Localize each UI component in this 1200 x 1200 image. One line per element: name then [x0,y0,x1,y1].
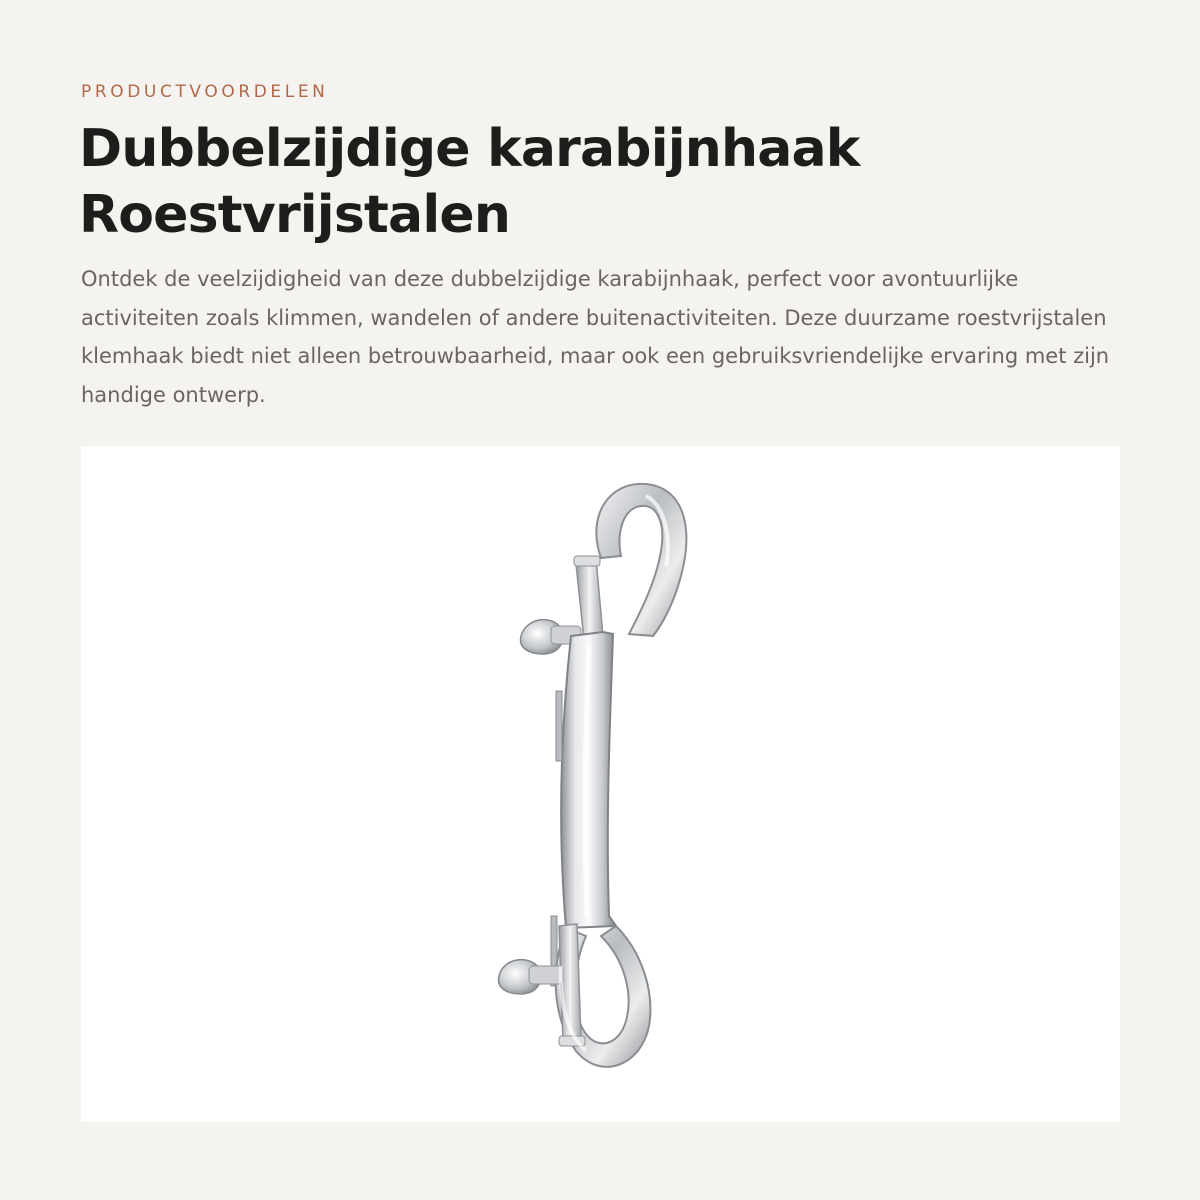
section-eyebrow: PRODUCTVOORDELEN [81,82,329,102]
product-description: Ontdek de veelzijdigheid van deze dubbelzijdige karabijnhaak, perfect voor avontuurlijke activiteiten zoals klimmen, wandelen of andere buitenactiviteiten. Deze duurzame roestvrijstalen klemhaak biedt niet alleen betrouwbaarheid, maar ook een gebruiksvriendelijke ervaring met zijn handige ontwerp. [81,267,1110,407]
double-ended-snap-hook-icon [81,446,1120,1122]
product-title [79,116,1139,248]
product-image-panel [81,446,1120,1122]
product-title-line-1: Dubbelzijdige karabijnhaak [79,119,860,179]
product-title-line-2: Roestvrijstalen [79,185,511,245]
